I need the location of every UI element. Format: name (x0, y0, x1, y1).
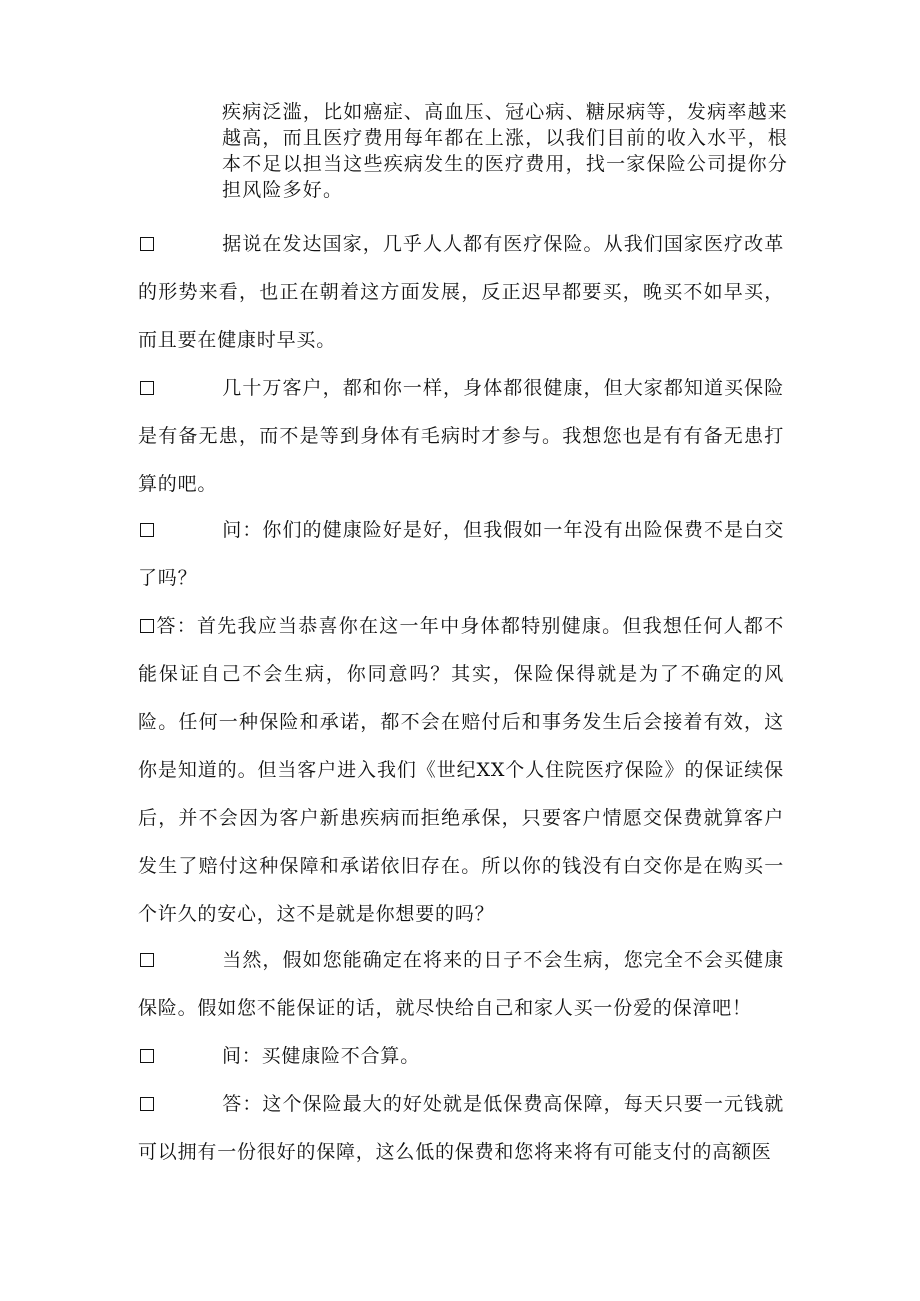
qa-item (138, 1032, 784, 1080)
item-text: 间：买健康险不合算。 (222, 1045, 421, 1067)
checkbox-icon[interactable] (140, 953, 154, 967)
qa-item (138, 220, 784, 364)
item-text: 答：这个保险最大的好处就是低保费高保障，每天只要一元钱就可以拥有一份很好的保障，这么低的保费和您将来将有可能支付的高额医 (138, 1093, 784, 1163)
item-text: 据说在发达国家，几乎人人都有医疗保险。从我们国家医疗改革的形势来看，也正在朝着这方面发展，反正迟早都要买，晚买不如早买，而且要在健康时早买。 (138, 233, 784, 351)
checkbox-icon[interactable] (140, 1097, 154, 1111)
checkbox-icon[interactable] (140, 523, 154, 537)
qa-item (138, 506, 784, 602)
qa-item (138, 364, 784, 508)
intro-paragraph: 疾病泛滥，比如癌症、高血压、冠心病、糖尿病等，发病率越来越高，而且医疗费用每年都在上涨，以我们目前的收入水平，根本不足以担当这些疾病发生的医疗费用，找一家保险公司提你分担风险多好。 (222, 101, 788, 201)
item-text: 问：你们的健康险好是好，但我假如一年没有出险保费不是白交了吗？ (138, 519, 784, 589)
item-text: 当然，假如您能确定在将来的日子不会生病，您完全不会买健康保险。假如您不能保证的话，就尽快给自己和家人买一份爱的保漳吧！ (138, 949, 784, 1019)
qa-item (138, 1080, 784, 1176)
item-text: 答：首先我应当恭喜你在这一年中身体都特别健康。但我想任何人都不能保证自己不会生病，你同意吗？其实，保险保得就是为了不确定的风险。任何一种保险和承诺，都不会在赔付后和事务发生后会接着有效，这你是知道的。但当客户进入我们《世纪XX个人住院医疗保险》的保证续保后，并不会因为客户新患疾病而拒绝承保，只要客户情愿交保费就算客户发生了赔付这种保障和承诺依旧存在。所以你的钱没有白交你是在购买一个许久的安心，这不是就是你想要的吗？ (138, 615, 784, 925)
qa-item (138, 936, 784, 1032)
checkbox-icon[interactable] (140, 381, 154, 395)
checkbox-icon[interactable] (140, 237, 154, 251)
qa-item (138, 602, 784, 938)
checkbox-icon[interactable] (140, 619, 154, 633)
item-text: 几十万客户，都和你一样，身体都很健康，但大家都知道买保险是有备无患，而不是等到身体有毛病时才参与。我想您也是有有备无患打算的吧。 (138, 377, 784, 495)
checkbox-icon[interactable] (140, 1049, 154, 1063)
